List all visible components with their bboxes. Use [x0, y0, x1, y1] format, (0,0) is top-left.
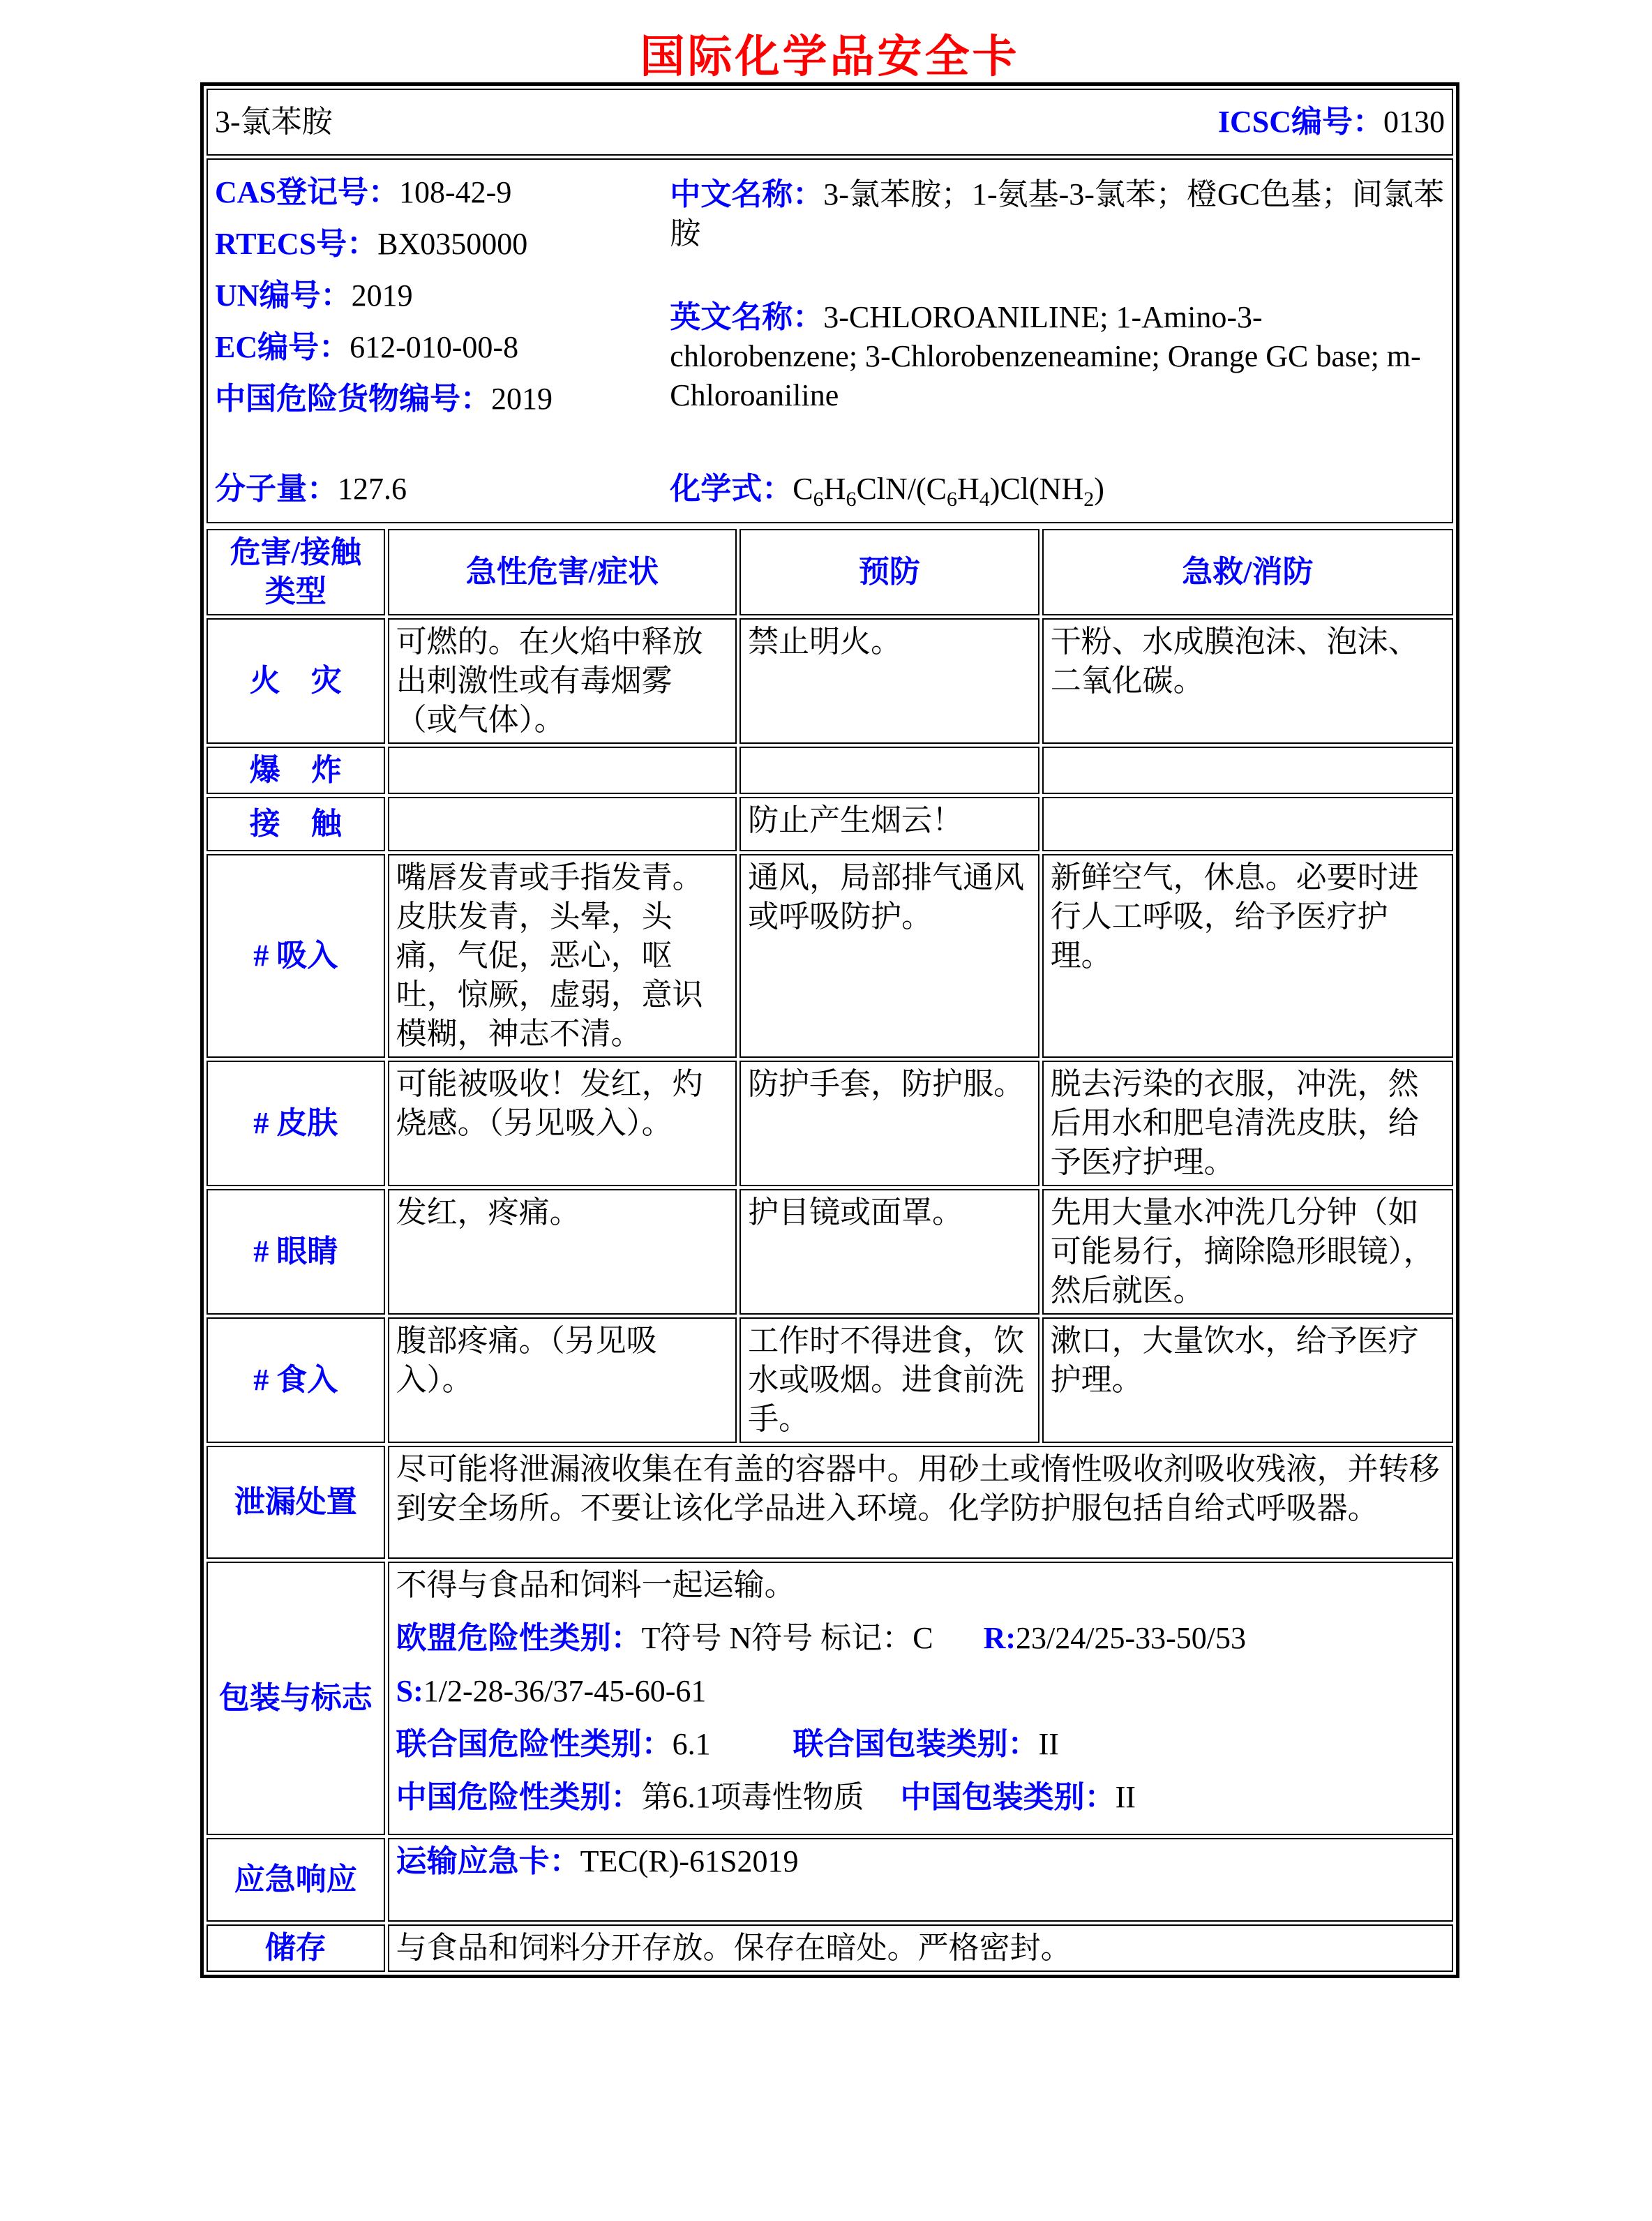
page-title: 国际化学品安全卡 [640, 32, 1020, 82]
cas-number [215, 175, 670, 210]
row-label-skin: # 皮肤 [206, 1061, 385, 1186]
table-row-explosion [206, 747, 1453, 794]
identification-table [204, 86, 1456, 526]
row-label-explosion: 爆 炸 [206, 747, 385, 794]
tremcard-value: TEC(R)-61S2019 [580, 1844, 799, 1878]
contact-symptoms [388, 797, 737, 851]
row-label-emergency: 应急响应 [206, 1838, 385, 1922]
un-number [215, 278, 670, 313]
china-dg-label: 中国危险货物编号： [215, 382, 491, 416]
emergency-content [388, 1838, 1453, 1922]
table-row-inhalation [206, 854, 1453, 1058]
fire-prevention: 禁止明火。 [739, 618, 1039, 744]
explosion-firstaid [1042, 747, 1453, 794]
contact-firstaid [1042, 797, 1453, 851]
packaging-s-phrases-line [396, 1672, 1445, 1711]
substance-name: 3-氯苯胺 [215, 105, 333, 139]
explosion-symptoms [388, 747, 737, 794]
skin-prevention: 防护手套，防护服。 [739, 1061, 1039, 1186]
ec-label: EC编号： [215, 330, 350, 364]
table-row-contact [206, 797, 1453, 851]
ingestion-symptoms: 腹部疼痛。（另见吸入）。 [388, 1317, 737, 1443]
english-name-label: 英文名称： [670, 300, 824, 334]
col-header-firstaid: 急救/消防 [1042, 529, 1453, 615]
molecular-weight-value: 127.6 [338, 472, 407, 506]
row-label-spill: 泄漏处置 [206, 1446, 385, 1559]
row-label-fire: 火 灾 [206, 618, 385, 744]
col-header-hazard-type: 危害/接触类型 [206, 529, 385, 615]
cn-pack-value: II [1115, 1779, 1136, 1814]
explosion-prevention [739, 747, 1039, 794]
inhalation-prevention: 通风，局部排气通风或呼吸防护。 [739, 854, 1039, 1058]
chinese-name-label: 中文名称： [670, 177, 824, 211]
skin-firstaid: 脱去污染的衣服，冲洗，然后用水和肥皂清洗皮肤，给予医疗护理。 [1042, 1061, 1453, 1186]
table-row-fire [206, 618, 1453, 744]
tremcard-label: 运输应急卡： [396, 1844, 580, 1878]
s-phrases-label: S: [396, 1673, 423, 1708]
molecular-weight-label: 分子量： [215, 472, 338, 506]
ingestion-firstaid: 漱口，大量饮水，给予医疗护理。 [1042, 1317, 1453, 1443]
row-label-inhalation: # 吸入 [206, 854, 385, 1058]
table-row-storage [206, 1924, 1453, 1972]
chemical-formula-value: $C_6H_6ClN/(C_6H_4)Cl(NH_2)$ [793, 472, 1104, 511]
molecular-weight [215, 470, 670, 519]
table-row-eyes [206, 1189, 1453, 1315]
cn-class-value: 第6.1项毒性物质 [641, 1779, 864, 1814]
inhalation-symptoms: 嘴唇发青或手指发青。皮肤发青，头晕，头痛，气促，恶心，呕吐，惊厥，虚弱，意识模糊，神志不清。 [388, 854, 737, 1058]
icsc-number [1218, 103, 1445, 142]
icsc-number-value: 0130 [1383, 105, 1445, 139]
s-phrases-value: 1/2-28-36/37-45-60-61 [423, 1673, 707, 1708]
fire-symptoms: 可燃的。在火焰中释放出刺激性或有毒烟雾（或气体）。 [388, 618, 737, 744]
cas-label: CAS登记号： [215, 175, 400, 209]
icsc-card [200, 82, 1459, 1978]
fire-firstaid: 干粉、水成膜泡沫、泡沫、二氧化碳。 [1042, 618, 1453, 744]
english-name-value: 3-CHLOROANILINE; 1-Amino-3-chlorobenzene; 3-Chlorobenzeneamine; Orange GC base; m-Chloroaniline [670, 300, 1421, 412]
substance-header-cell [206, 89, 1453, 156]
inhalation-firstaid: 新鲜空气，休息。必要时进行人工呼吸，给予医疗护理。 [1042, 854, 1453, 1058]
packaging-un-line [396, 1725, 1445, 1764]
chinese-name-value: 3-氯苯胺；1-氨基-3-氯苯；橙GC色基；间氯苯胺 [670, 177, 1445, 250]
packaging-transport-note: 不得与食品和饲料一起运输。 [396, 1567, 795, 1602]
china-dg-value: 2019 [491, 382, 553, 416]
molecular-row [215, 470, 1445, 519]
storage-text: 与食品和饲料分开存放。保存在暗处。严格密封。 [388, 1924, 1453, 1972]
ec-number [215, 330, 670, 365]
chemical-names [670, 163, 1445, 433]
english-name [670, 298, 1445, 415]
table-row-spill [206, 1446, 1453, 1559]
identifiers-cell [206, 158, 1453, 523]
hazard-table [204, 526, 1456, 1975]
chemical-formula-label: 化学式： [670, 472, 793, 506]
eyes-firstaid: 先用大量水冲洗几分钟（如可能易行，摘除隐形眼镜），然后就医。 [1042, 1189, 1453, 1315]
packaging-cn-line [396, 1778, 1445, 1817]
row-label-packaging: 包装与标志 [206, 1562, 385, 1835]
packaging-eu-class-line [396, 1619, 1445, 1658]
ingestion-prevention: 工作时不得进食，饮水或吸烟。进食前洗手。 [739, 1317, 1039, 1443]
icsc-number-label: ICSC编号： [1217, 105, 1383, 139]
row-label-storage: 储存 [206, 1924, 385, 1972]
table-row-packaging [206, 1562, 1453, 1835]
chinese-name [670, 175, 1445, 253]
table-row-emergency [206, 1838, 1453, 1922]
cn-pack-label: 中国包装类别： [900, 1779, 1116, 1814]
r-phrases-value: 23/24/25-33-50/53 [1016, 1620, 1247, 1655]
table-row-ingestion [206, 1317, 1453, 1443]
r-phrases-label: R: [983, 1620, 1016, 1655]
un-class-value: 6.1 [672, 1726, 711, 1761]
cas-value: 108-42-9 [399, 175, 512, 209]
col-header-prevention: 预防 [739, 529, 1039, 615]
rtecs-label: RTECS号： [215, 227, 378, 261]
chemical-formula [670, 470, 1445, 519]
row-label-ingestion: # 食入 [206, 1317, 385, 1443]
rtecs-value: BX0350000 [377, 227, 528, 261]
eu-class-value: T符号 N符号 标记：C [641, 1620, 933, 1655]
eu-class-label: 欧盟危险性类别： [396, 1620, 642, 1655]
col-header-symptoms: 急性危害/症状 [388, 529, 737, 615]
registry-numbers [215, 163, 670, 433]
row-label-contact: 接 触 [206, 797, 385, 851]
skin-symptoms: 可能被吸收！发红，灼烧感。（另见吸入）。 [388, 1061, 737, 1186]
eyes-prevention: 护目镜或面罩。 [739, 1189, 1039, 1315]
hazard-header-row [206, 529, 1453, 615]
cn-class-label: 中国危险性类别： [396, 1779, 642, 1814]
spill-text: 尽可能将泄漏液收集在有盖的容器中。用砂土或惰性吸收剂吸收残液，并转移到安全场所。不要让该化学品进入环境。化学防护服包括自给式呼吸器。 [388, 1446, 1453, 1559]
un-label: UN编号： [215, 278, 352, 313]
un-value: 2019 [351, 278, 413, 313]
row-label-eyes: # 眼睛 [206, 1189, 385, 1315]
un-pack-label: 联合国包装类别： [793, 1726, 1039, 1761]
un-pack-value: II [1038, 1726, 1059, 1761]
rtecs-number [215, 227, 670, 262]
packaging-content [388, 1562, 1453, 1835]
table-row-skin [206, 1061, 1453, 1186]
un-class-label: 联合国危险性类别： [396, 1726, 673, 1761]
china-dg-number [215, 382, 670, 417]
contact-prevention: 防止产生烟云！ [739, 797, 1039, 851]
ec-value: 612-010-00-8 [350, 330, 519, 364]
eyes-symptoms: 发红，疼痛。 [388, 1189, 737, 1315]
